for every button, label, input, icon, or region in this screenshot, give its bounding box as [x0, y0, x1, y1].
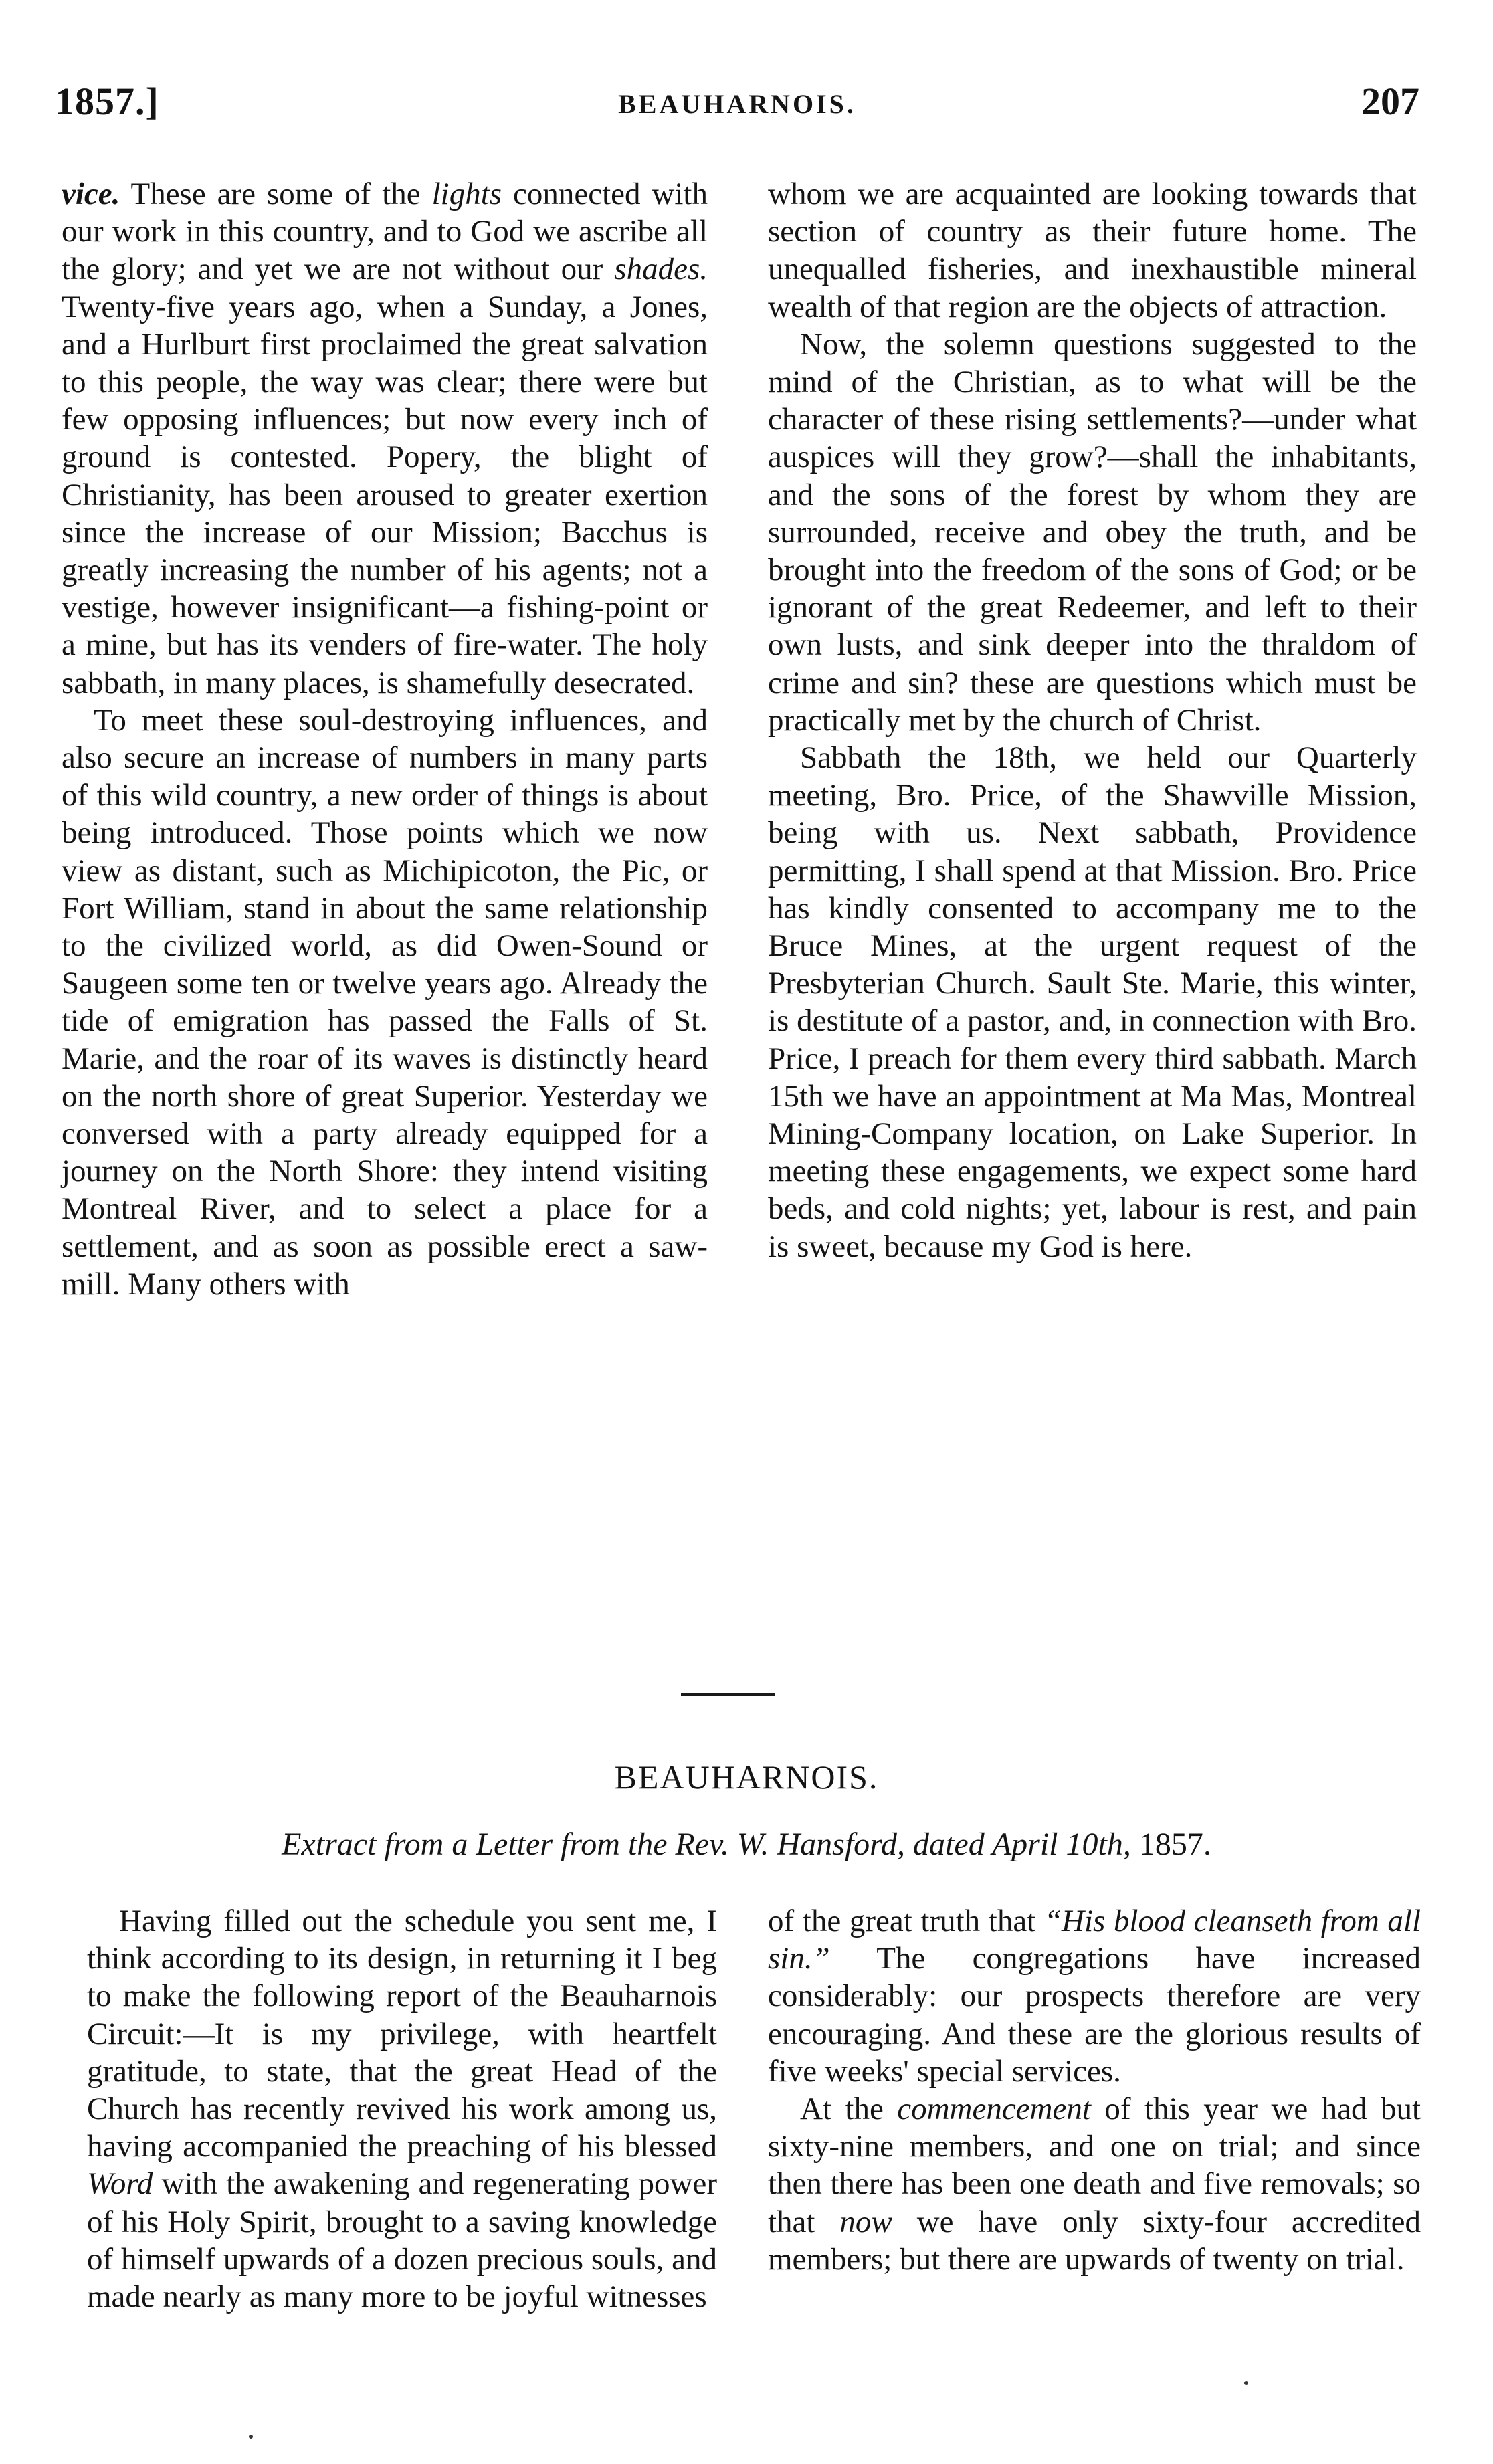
top-left-column [62, 175, 708, 1303]
paragraph: To meet these soul-destroying influences, and also secure an increase of numbers in many parts of this wild country, a new order of things is about being introduced. Those points which we now view as distant, such as Michipicoton, the Pic, or Fort William, stand in about the same relationship to the civilized world, as did Owen-Sound or Saugeen some ten or twelve years ago. Already the tide of emigration has passed the Falls of St. Marie, and the roar of its waves is distinctly heard on the north shore of great Superior. Yesterday we conversed with a party already equipped for a journey on the North Shore: they intend visiting Montreal River, and to select a place for a settlement, and as soon as possible erect a saw-mill. Many others with [62, 702, 708, 1302]
bottom-left-column [87, 1902, 717, 2316]
top-right-column [768, 175, 1417, 1265]
text-run: of this year we had but sixty-nine members, and one on trial; and since then there has been one death and five removals; so that [768, 2091, 1421, 2239]
bottom-right-column [768, 1902, 1421, 2278]
text-run: Having filled out the schedule you sent me, I think according to its design, in returning it I beg to make the following report of the Beauharnois Circuit:—It is my privilege, with heartfelt gratitude, to state, that the great Head of the Church has recently revived his work among us, having accompanied the preaching of his blessed [87, 1904, 717, 2164]
paragraph: whom we are acquainted are looking towards that section of country as their future home. The unequalled fisheries, and inexhaustible mineral wealth of that region are the objects of attraction. [768, 177, 1417, 324]
page-number: 207 [1361, 80, 1419, 123]
text-run: with the awakening and regenerating power of his Holy Spirit, brought to a saving knowledge of himself upwards of a dozen precious souls, and made nearly as many more to be joyful witnesses [87, 2166, 717, 2315]
text-run: lights [431, 177, 502, 211]
text-run: connected with our work in this country, and to God we ascribe all the glory; and yet we are not without our [62, 177, 708, 287]
paragraph [768, 2090, 1421, 2278]
section-title: BEAUHARNOIS. [614, 1758, 879, 1796]
section-divider [681, 1693, 775, 1696]
text-run: of the great truth that [768, 1904, 1044, 1938]
text-run: Twenty-five years ago, when a Sunday, a Jones, and a Hurlburt first proclaimed the great salvation to this people, the way was clear; there were but few opposing influences; but now every inch of ground is contested. Popery, the blight of Christianity, has been aroused to greater exertion since the increase of our Mission; Bacchus is greatly increasing the number of his agents; not a vestige, however insignificant—a fishing-point or a mine, but has its venders of fire-water. The holy sabbath, in many places, is shamefully desecrated. [62, 289, 708, 700]
paragraph [87, 1902, 717, 2316]
text-run: now [839, 2204, 892, 2239]
text-run: we have only sixty-four accredited members; but there are upwards of twenty on trial. [768, 2204, 1421, 2277]
subtitle-year: 1857. [1130, 1827, 1211, 1862]
paragraph: Now, the solemn questions suggested to the mind of the Christian, as to what will be the character of these rising settlements?—under what auspices will they grow?—shall the inhabitants, and the sons of the forest by whom they are surrounded, receive and obey the truth, and be brought into the freedom of the sons of God; or be ignorant of the great Redeemer, and left to their own lusts, and sink deeper into the thraldom of crime and sin? these are questions which must be practically met by the church of Christ. [768, 326, 1417, 738]
subtitle-text: Extract from a Letter from the Rev. W. Hansford, dated April 10th, [282, 1827, 1131, 1862]
section-subtitle [0, 1826, 1493, 1863]
header-year: 1857.] [55, 80, 159, 123]
text-run: At the [800, 2091, 898, 2127]
text-run: commencement [897, 2091, 1091, 2127]
print-speck [1244, 2381, 1248, 2385]
text-run: vice. [62, 177, 120, 211]
text-run: These are some of the [120, 177, 432, 211]
header-title: BEAUHARNOIS. [618, 89, 856, 119]
text-run: “His blood cleanseth from all sin.” [768, 1904, 1421, 1976]
paragraph: Sabbath the 18th, we held our Quarterly meeting, Bro. Price, of the Shawville Mission, being with us. Next sabbath, Providence permitting, I shall spend at that Mission. Bro. Price has kindly consented to accompany me to the Bruce Mines, at the urgent request of the Presbyterian Church. Sault Ste. Marie, this winter, is destitute of a pastor, and, in connection with Bro. Price, I preach for them every third sabbath. March 15th we have an appointment at Ma Mas, Montreal Mining-Company location, on Lake Superior. In meeting these engagements, we expect some hard beds, and cold nights; yet, labour is rest, and pain is sweet, because my God is here. [768, 740, 1417, 1264]
print-speck [249, 2435, 253, 2439]
paragraph [62, 175, 708, 702]
paragraph [768, 1902, 1421, 2090]
running-head [55, 79, 1419, 132]
text-run: shades. [614, 251, 708, 287]
text-run: Word [87, 2166, 153, 2202]
text-run: The congregations have increased considerably: our prospects therefore are very encouraging. And these are the glorious results of five weeks' special services. [768, 1941, 1421, 2089]
